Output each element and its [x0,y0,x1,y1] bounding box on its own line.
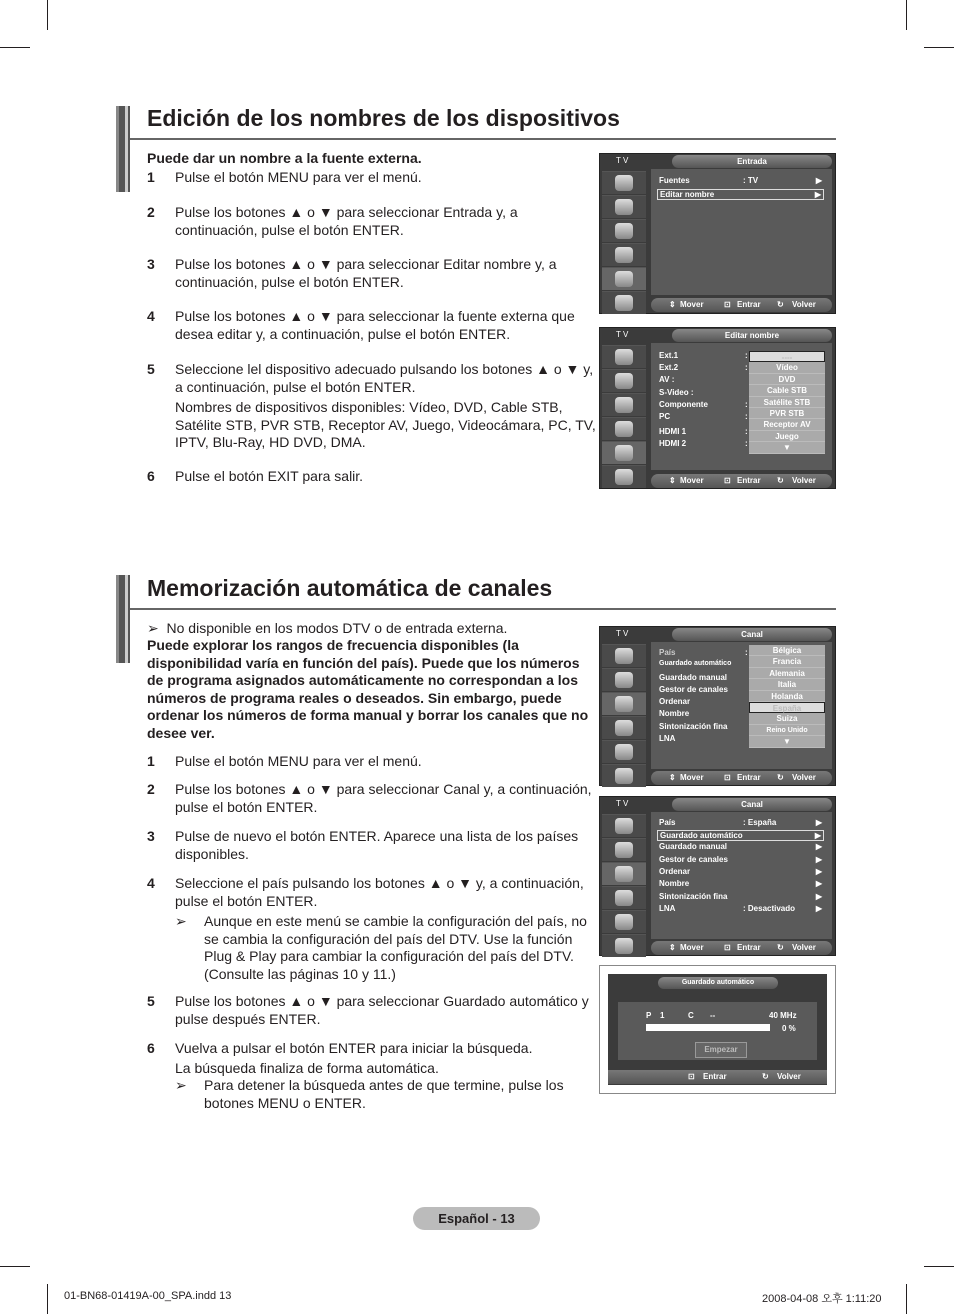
updown-icon: ⇕ [669,476,676,485]
nav-bar [651,771,832,785]
menu-tab: Entrada [672,155,832,168]
menu-row[interactable] [657,879,824,890]
step-text: Pulse el botón EXIT para salir. [175,468,364,484]
menu-row-label: PC [659,412,671,421]
step-number: 4 [147,875,155,891]
autostore-panel [608,974,827,1085]
return-icon: ↻ [777,476,784,485]
menu-row-label: S-Video : [659,388,694,397]
program-number: 1 [660,1011,665,1020]
country-option-selected[interactable]: España [749,702,825,713]
tv-label: T V [616,629,629,638]
step-number: 4 [147,308,155,324]
section-bar [116,575,130,663]
menu-row-label: Guardado automático [659,660,732,667]
step-number: 3 [147,828,155,844]
scroll-down-icon[interactable]: ▼ [749,442,825,453]
enter-icon: ⊡ [724,943,731,952]
step [147,753,597,771]
note [175,913,597,983]
step-text: Pulse el botón MENU para ver el menú. [175,753,422,769]
step [147,993,597,1028]
menu-row[interactable] [657,867,824,878]
tv-screen-autostore [599,965,836,1094]
device-option[interactable]: PVR STB [749,408,825,419]
menu-row-label: Sintonización fina [659,892,728,901]
enter-icon: ⊡ [688,1072,695,1081]
updown-icon: ⇕ [669,773,676,782]
application-icon [602,465,646,488]
menu-panel [651,642,832,769]
note [175,1077,597,1112]
setup-icon [602,716,646,739]
channel-icon [602,219,646,242]
input-icon [602,441,646,464]
return-icon: ↻ [777,943,784,952]
menu-row-label: Editar nombre [660,190,715,199]
nav-bar [651,474,832,488]
menu-row-label: Ext.1 [659,351,679,360]
channel-icon [602,393,646,416]
autostore-body [618,1002,817,1060]
tv-screen-canal-list [599,626,836,786]
arrow-right-icon: ▶ [815,855,822,864]
arrow-right-icon: ▶ [815,842,822,851]
menu-row-colon: : [745,351,748,360]
menu-row-label: Guardado automático [660,831,743,840]
nav-back: Volver [777,1072,801,1081]
step-text: Pulse el botón MENU para ver el menú. [175,169,422,185]
application-icon [602,934,646,957]
sound-icon [602,838,646,861]
application-icon [602,291,646,314]
step-number: 5 [147,993,155,1009]
crop-mark [0,1266,30,1267]
setup-icon [602,243,646,266]
menu-tab: Canal [672,628,832,641]
step-number: 2 [147,781,155,797]
device-name-list [749,351,825,454]
crop-mark [47,1284,48,1314]
device-option[interactable]: Juego [749,431,825,442]
menu-row-label: Nombre [659,879,690,888]
page-number: Español - 13 [413,1207,540,1230]
menu-panel [651,169,832,295]
section-rule [130,138,836,140]
country-option[interactable]: Bélgica [749,645,825,656]
device-option[interactable]: Cable STB [749,385,825,396]
menu-row-label: Ext.2 [659,363,679,372]
nav-enter: Entrar [737,773,761,782]
step-text: Pulse de nuevo el botón ENTER. Aparece una lista de los países disponibles. [175,828,579,862]
step-number: 1 [147,169,155,185]
step [147,169,597,187]
country-list [749,645,825,748]
updown-icon: ⇕ [669,300,676,309]
nav-move: Mover [680,300,704,309]
menu-row-label: Sintonización fina [659,722,728,731]
nav-back: Volver [792,943,816,952]
scroll-down-icon[interactable]: ▼ [749,736,825,747]
arrow-right-icon: ▶ [815,879,822,888]
input-icon [602,910,646,933]
nav-bar [651,941,832,955]
note-text [147,620,593,638]
menu-row-colon: : [745,648,748,657]
autostore-title: Guardado automático [658,977,778,989]
date-slug: 2008-04-08 오후 1:11:20 [762,1293,882,1305]
crop-mark [906,1284,907,1314]
nav-bar [651,298,832,312]
setup-icon [602,417,646,440]
step-text: Pulse los botones ▲ o ▼ para seleccionar la fuente externa que desea editar y, a continuación, pulse el botón ENTER. [175,308,575,342]
return-icon: ↻ [762,1072,769,1081]
note-arrow-icon: ➢ [147,620,167,636]
menu-row[interactable] [657,855,824,866]
step [147,361,597,452]
section-title: Edición de los nombres de los dispositivos [147,105,620,131]
step-text-line2: La búsqueda finaliza de forma automática. [175,1059,439,1076]
menu-row[interactable] [657,176,824,187]
note-text: Aunque en este menú se cambie la configuración del país, no se cambia la configuración del país del DTV. Use la función Plug & Play para cambiar la configuración del país del DTV. (Consulte las páginas 10 y 11.) [204,913,587,982]
menu-row[interactable] [657,892,824,903]
tv-label: T V [616,799,629,808]
country-option[interactable]: Holanda [749,691,825,702]
device-option[interactable]: Satélite STB [749,397,825,408]
step-text: Pulse los botones ▲ o ▼ para seleccionar Entrada y, a continuación, pulse el botón ENTER. [175,204,518,238]
crop-mark [0,47,30,48]
intro-text: Puede dar un nombre a la fuente externa. [147,150,422,166]
step-text: Seleccione el país pulsando los botones ▲ o ▼ y, a continuación, pulse el botón ENTER. [175,875,584,909]
enter-icon: ⊡ [724,476,731,485]
section-title: Memorización automática de canales [147,575,553,601]
country-option[interactable]: Suiza [749,713,825,724]
menu-row-label: Guardado manual [659,842,728,851]
tv-label: T V [616,330,629,339]
nav-enter: Entrar [703,1072,727,1081]
step-number: 6 [147,468,155,484]
enter-icon: ⊡ [724,773,731,782]
menu-row-label: Fuentes [659,176,690,185]
country-option[interactable]: Italia [749,679,825,690]
menu-row-value: : España [743,818,777,827]
menu-row-label: Nombre [659,709,690,718]
channel-icon [602,692,646,715]
menu-row-colon: : [745,363,748,372]
menu-row-label: Guardado manual [659,673,728,682]
menu-panel [651,812,832,939]
step-text: Vuelva a pulsar el botón ENTER para iniciar la búsqueda. [175,1040,533,1056]
menu-row[interactable] [657,189,824,200]
step-number: 6 [147,1040,155,1056]
step [147,308,597,343]
progress-percent: 0 % [782,1024,796,1033]
menu-row-colon: : [745,427,748,436]
country-option[interactable]: Francia [749,656,825,667]
menu-row-label: Gestor de canales [659,855,728,864]
progress-bar [646,1024,770,1031]
step [147,204,597,239]
channel-icon [602,862,646,885]
step-number: 2 [147,204,155,220]
country-option[interactable]: Reino Unido [749,725,825,736]
country-option[interactable]: Alemania [749,668,825,679]
step [147,1040,597,1112]
nav-bar [608,1070,827,1084]
input-icon [602,267,646,290]
tv-screen-editar-nombre [599,327,836,489]
start-button[interactable]: Empezar [695,1042,747,1058]
device-option[interactable]: Receptor AV [749,419,825,430]
enter-icon: ⊡ [724,300,731,309]
picture-icon [602,644,646,667]
setup-icon [602,886,646,909]
sound-icon [602,369,646,392]
menu-row-colon: : [745,400,748,409]
menu-row-label: Ordenar [659,697,691,706]
menu-row-selected[interactable] [657,830,824,841]
tv-screen-canal-menu [599,796,836,956]
crop-mark [47,0,48,30]
step-text: Seleccione lel dispositivo adecuado pulsando los botones ▲ o ▼ y, a continuación, pulse el botón ENTER. [175,361,594,395]
step [147,781,597,816]
sound-icon [602,668,646,691]
channel-label: C [688,1011,694,1020]
device-option[interactable]: Vídeo [749,362,825,373]
step [147,828,597,863]
menu-row-label: AV : [659,375,675,384]
picture-icon [602,171,646,194]
menu-row-value: : TV [743,176,759,185]
nav-move: Mover [680,476,704,485]
program-label: P [646,1011,652,1020]
crop-mark [924,1266,954,1267]
arrow-right-icon: ▶ [815,176,822,185]
note-arrow-icon: ➢ [175,1077,187,1094]
nav-move: Mover [680,773,704,782]
menu-row[interactable] [657,904,824,915]
step-number: 5 [147,361,155,377]
arrow-right-icon: ▶ [815,892,822,901]
menu-row-label: Componente [659,400,708,409]
tv-label: T V [616,156,629,165]
frequency: 40 MHz [769,1011,797,1020]
crop-mark [906,0,907,30]
step-number: 3 [147,256,155,272]
nav-enter: Entrar [737,300,761,309]
note-arrow-icon: ➢ [175,913,187,930]
menu-row-colon: : [745,412,748,421]
file-slug: 01-BN68-01419A-00_SPA.indd 13 [64,1290,232,1302]
arrow-right-icon: ▶ [815,904,822,913]
menu-tab: Canal [672,798,832,811]
arrow-right-icon: ▶ [815,867,822,876]
input-icon [602,740,646,763]
nav-back: Volver [792,476,816,485]
section-rule [130,608,836,610]
step [147,256,597,291]
tv-screen-entrada [599,153,836,314]
picture-icon [602,345,646,368]
menu-row-label: País [659,818,676,827]
sound-icon [602,195,646,218]
step-text: Pulse los botones ▲ o ▼ para seleccionar Canal y, a continuación, pulse el botón ENTER. [175,781,592,815]
device-option[interactable]: ---- [749,351,825,362]
bold-intro: Puede explorar los rangos de frecuencia disponibles (la disponibilidad varía en función del país). Puede que los números de programa asignados automáticamente no correspondan a los números de programa reales o deseados. Sin embargo, puede ordenar los números de forma manual y borrar los canales que no desee ver. [147,637,589,741]
picture-icon [602,814,646,837]
menu-row[interactable] [657,842,824,853]
menu-row-label: HDMI 2 [659,439,687,448]
menu-row-value: : Desactivado [743,904,796,913]
nav-enter: Entrar [737,943,761,952]
channel-value: -- [710,1011,716,1020]
devices-text: Nombres de dispositivos disponibles: Vídeo, DVD, Cable STB, Satélite STB, PVR STB, Receptor AV, Juego, Videocámara, PC, TV, IPTV, Blu-Ray, HD DVD, DMA. [175,399,596,451]
note-text: Para detener la búsqueda antes de que termine, pulse los botones MENU o ENTER. [204,1077,564,1111]
step-text: Pulse los botones ▲ o ▼ para seleccionar Editar nombre y, a continuación, pulse el botón ENTER. [175,256,557,290]
menu-row-label: LNA [659,734,676,743]
crop-mark [924,47,954,48]
step-text: Pulse los botones ▲ o ▼ para seleccionar Guardado automático y pulse después ENTER. [175,993,589,1027]
nav-back: Volver [792,773,816,782]
menu-row-label: Ordenar [659,867,691,876]
application-icon [602,764,646,787]
arrow-right-icon: ▶ [814,831,821,840]
menu-row-label: Gestor de canales [659,685,728,694]
nav-enter: Entrar [737,476,761,485]
step [147,875,597,984]
menu-tab: Editar nombre [672,329,832,342]
updown-icon: ⇕ [669,943,676,952]
nav-back: Volver [792,300,816,309]
return-icon: ↻ [777,773,784,782]
note-label: No disponible en los modos DTV o de entrada externa. [166,620,508,636]
section-bar [116,106,130,192]
menu-row-colon: : [745,439,748,448]
device-option[interactable]: DVD [749,374,825,385]
menu-row-label: LNA [659,904,676,913]
menu-row[interactable] [657,818,824,829]
step-number: 1 [147,753,155,769]
return-icon: ↻ [777,300,784,309]
nav-move: Mover [680,943,704,952]
menu-panel [651,343,832,470]
step [147,468,597,486]
menu-row-label: País [659,648,676,657]
arrow-right-icon: ▶ [815,818,822,827]
arrow-right-icon: ▶ [814,190,821,199]
menu-row-label: HDMI 1 [659,427,687,436]
